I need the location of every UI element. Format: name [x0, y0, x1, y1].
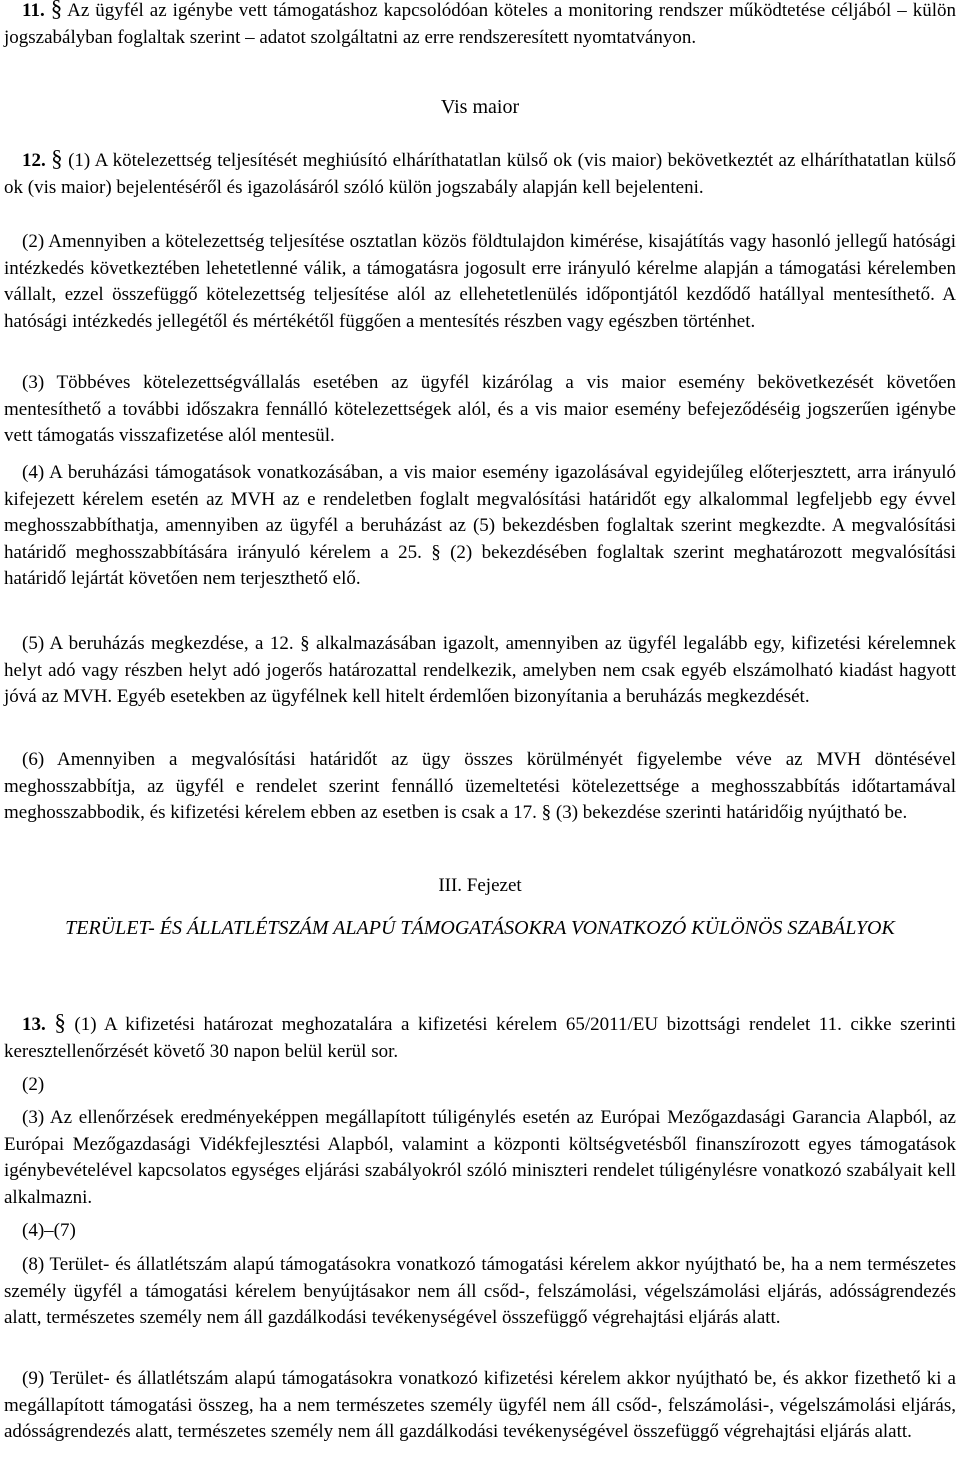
paragraph-13-9: (9) Terület- és állatlétszám alapú támogatásokra vonatkozó kifizetési kérelem akkor nyújtható be, és akkor fizethető ki a megállapított támogatási összeg, ha a nem természetes személy ügyfél nem áll csőd-, felszámolási-, végelszámolási eljárás, adósságrendezés alatt, természetes személy nem áll gazdálkodási tevékenységével összefüggő végrehajtási eljárás alatt.	[4, 1368, 956, 1442]
section-sign: §	[50, 0, 63, 21]
section-sign: §	[54, 1010, 66, 1035]
paragraph-12-4: (4) A beruházási támogatások vonatkozásában, a vis maior esemény igazolásával egyidejűleg előterjesztett, arra irányuló kifejezett kérelem esetén az MVH az e rendeletben foglalt megvalósítási határidőt egy alkalommal legfeljebb egy évvel meghosszabbíthatja, amennyiben az ügyfél a beruházást az (5) bekezdésben foglaltak szerint megkezdte. A megvalósítási határidő meghosszabbítására irányuló kérelem a 25. § (2) bekezdésében foglaltak szerint meghatározott megvalósítási határidő lejártát követően nem terjeszthető elő.	[4, 462, 956, 589]
paragraph-13-4-7: (4)–(7)	[22, 1220, 76, 1241]
paragraph-12-5: (5) A beruházás megkezdése, a 12. § alkalmazásában igazolt, amennyiben az ügyfél legalább egy, kifizetési kérelemnek helyt adó vagy részben helyt adó jogerős határozattal rendelkezik, amelyben nem csak egyéb elszámolható kiadást hagyott jóvá az MVH. Egyéb esetekben az ügyfélnek kell hitelt érdemlően bizonyítania a beruházás megkezdését.	[4, 633, 956, 707]
paragraph-11	[4, 0, 956, 51]
paragraph-text: (1) A kifizetési határozat meghozatalára a kifizetési kérelem 65/2011/EU bizottsági rendelet 11. cikke szerinti keresztellenőrzését követő 30 napon belül kerül sor.	[4, 1014, 957, 1062]
paragraph-13-1	[4, 1010, 956, 1065]
section-sign: §	[51, 146, 63, 171]
paragraph-13-2: (2)	[22, 1074, 45, 1095]
heading-vis-maior: Vis maior	[440, 96, 520, 118]
paragraph-12-3: (3) Többéves kötelezettségvállalás esetében az ügyfél kizárólag a vis maior esemény bekövetkezését követően mentesíthető a további időszakra fennálló kötelezettségek alól, és a vis maior esemény befejeződéséig jogszerűen igénybe vett támogatás visszafizetése alól mentesül.	[4, 372, 956, 446]
section-number: 11.	[22, 0, 45, 21]
paragraph-12-1	[4, 146, 956, 201]
paragraph-13-3: (3) Az ellenőrzések eredményeképpen megállapított túligénylés esetén az Európai Mezőgazdasági Garancia Alapból, az Európai Mezőgazdasági Vidékfejlesztési Alapból, valamint a központi költségvetésből finanszírozott egyes támogatások igénybevételével kapcsolatos egységes eljárási szabályokról szóló miniszteri rendelet túligénylésre vonatkozó szabályait kell alkalmazni.	[4, 1107, 956, 1208]
paragraph-text: (1) A kötelezettség teljesítését meghiúsító elháríthatatlan külső ok (vis maior) bekövetkeztét az elháríthatatlan külső ok (vis maior) bejelentéséről és igazolásáról szóló külön jogszabály alapján kell bejelenteni.	[4, 150, 957, 198]
chapter-title: TERÜLET- ÉS ÁLLATLÉTSZÁM ALAPÚ TÁMOGATÁSOKRA VONATKOZÓ KÜLÖNÖS SZABÁLYOK	[65, 917, 895, 939]
paragraph-13-8: (8) Terület- és állatlétszám alapú támogatásokra vonatkozó támogatási kérelem akkor nyújtható be, ha a nem természetes személy ügyfél a támogatási kérelem benyújtásakor nem áll csőd-, felszámolási, végelszámolási eljárás, adósságrendezés alatt, természetes személy nem áll gazdálkodási tevékenységével összefüggő végrehajtási eljárás alatt.	[4, 1254, 956, 1328]
paragraph-text: Az ügyfél az igénybe vett támogatáshoz kapcsolódóan köteles a monitoring rendszer működtetése céljából – külön jogszabályban foglaltak szerint – adatot szolgáltatni az erre rendszeresített nyomtatványon.	[4, 0, 956, 48]
chapter-heading: III. Fejezet	[438, 875, 522, 896]
section-number: 12.	[22, 150, 46, 171]
paragraph-12-6: (6) Amennyiben a megvalósítási határidőt az ügy összes körülményét figyelembe véve az MVH döntésével meghosszabbítja, az ügyfél e rendelet szerint fennálló üzemeltetési kötelezettsége a meghosszabbítás időtartamával meghosszabbodik, és kifizetési kérelem ebben az esetben is csak a 17. § (3) bekezdése szerinti határidőig nyújtható be.	[4, 749, 956, 823]
paragraph-12-2: (2) Amennyiben a kötelezettség teljesítése osztatlan közös földtulajdon kimérése, kisajátítás vagy hasonló jellegű hatósági intézkedés következtében lehetetlenné válik, a támogatásra jogosult erre irányuló kérelme alapján a támogatási kérelemben vállalt, ezzel összefüggő kötelezettség teljesítése alól az ellehetetlenülés időpontjától kezdődő hatállyal mentesíthető. A hatósági intézkedés jellegétől és mértékétől függően a mentesítés részben vagy egészben történhet.	[4, 231, 956, 332]
section-number: 13.	[22, 1014, 46, 1035]
